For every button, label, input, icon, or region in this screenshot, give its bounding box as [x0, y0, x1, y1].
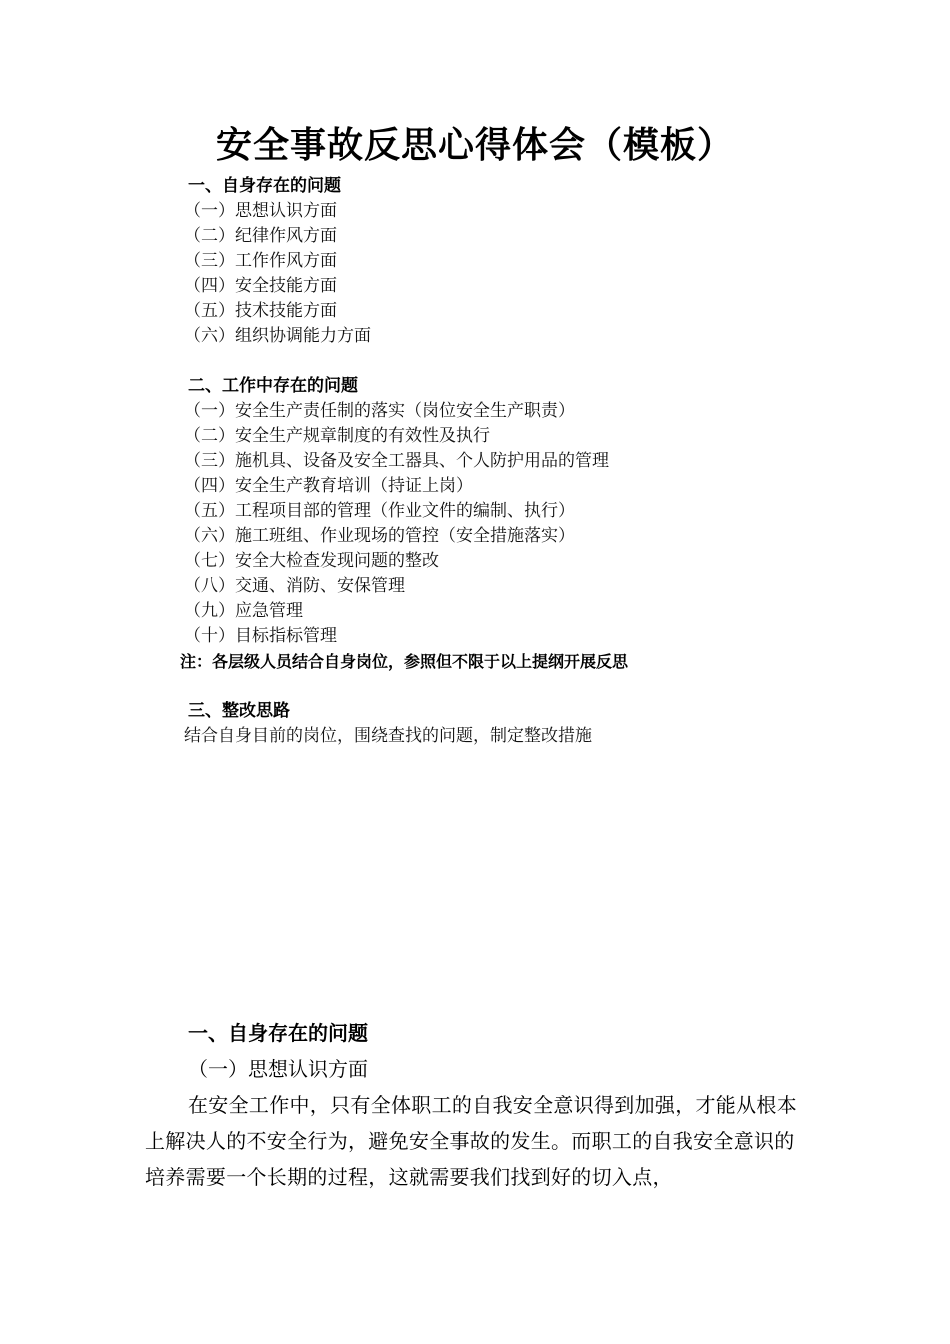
outline-item: （六）组织协调能力方面: [184, 326, 371, 346]
outline-section3-text: 结合自身目前的岗位，围绕查找的问题，制定整改措施: [184, 726, 592, 746]
outline-item: （三）施机具、设备及安全工器具、个人防护用品的管理: [184, 451, 609, 471]
outline-item: （二）安全生产规章制度的有效性及执行: [184, 426, 490, 446]
outline-item: （九）应急管理: [184, 601, 303, 621]
outline-section2-heading: 二、工作中存在的问题: [188, 376, 358, 396]
outline-note: 注：各层级人员结合自身岗位，参照但不限于以上提纲开展反思: [180, 652, 629, 671]
body-subheading: （一）思想认识方面: [188, 1057, 368, 1081]
body-section: [145, 1015, 810, 1195]
document-title: 安全事故反思心得体会（模板）: [215, 125, 734, 166]
outline-item: （二）纪律作风方面: [184, 226, 337, 246]
outline-item: （三）工作作风方面: [184, 251, 337, 271]
outline-item: （八）交通、消防、安保管理: [184, 576, 405, 596]
outline-item: （一）安全生产责任制的落实（岗位安全生产职责）: [184, 401, 575, 421]
outline-item: （五）工程项目部的管理（作业文件的编制、执行）: [184, 501, 575, 521]
outline-item: （四）安全技能方面: [184, 276, 337, 296]
outline-item: （六）施工班组、作业现场的管控（安全措施落实）: [184, 526, 575, 546]
outline-section3-heading: 三、整改思路: [188, 701, 290, 721]
outline-item: （一）思想认识方面: [184, 201, 337, 221]
body-heading: 一、自身存在的问题: [188, 1021, 368, 1045]
outline-item: （十）目标指标管理: [184, 626, 337, 646]
outline-item: （七）安全大检查发现问题的整改: [184, 551, 439, 571]
body-paragraph: 在安全工作中，只有全体职工的自我安全意识得到加强，才能从根本上解决人的不安全行为，避免安全事故的发生。而职工的自我安全意识的培养需要一个长期的过程，这就需要我们找到好的切入点，: [145, 1093, 797, 1189]
outline-item: （五）技术技能方面: [184, 301, 337, 321]
outline-item: （四）安全生产教育培训（持证上岗）: [184, 476, 473, 496]
outline: [180, 174, 808, 749]
outline-section1-heading: 一、自身存在的问题: [188, 176, 341, 196]
